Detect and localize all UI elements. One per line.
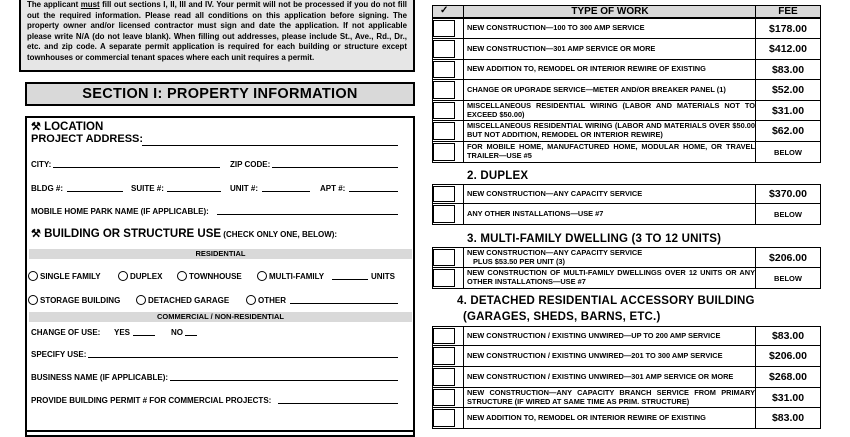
multi-family-checkbox-1[interactable] (433, 249, 455, 266)
single-family-row-5 (432, 101, 821, 121)
row-divider (463, 204, 464, 224)
single-family-description-text-6: MISCELLANEOUS RESIDENTIAL WIRING (LABOR AND MATERIALS OVER $50.00 BUT NOT ADDITION, REMODEL OR INTERIOR REWIRE) (467, 121, 755, 139)
duplex-row-1 (432, 184, 821, 204)
instructions-text-rest: fill out sections I, II, III and IV. Your permit will not be processed if you do not fill out the required information. Please read all conditions on this application before signing. The property owner and/or licensed contractor must sign and date the application. If not applicable please write N/A (do not leave blank). When filling out addresses, please include St., Ave., Rd., Dr., etc. and zip code. A separate permit application is required for each building or structure except townhouses or commercial tenant spaces where each unit requires a permit. (27, 0, 407, 62)
business-name-input[interactable] (170, 380, 398, 381)
zip-input[interactable] (272, 167, 398, 168)
accessory-description-text-5: NEW ADDITION TO, REMODEL OR INTERIOR REWIRE OF EXISTING (467, 412, 706, 422)
single-family-description-7 (467, 142, 755, 162)
single-family-checkbox-6[interactable] (433, 122, 455, 140)
next-section-box (25, 430, 415, 437)
row-divider (463, 388, 464, 407)
multi-family-description-1 (467, 248, 755, 267)
provide-permit-label: PROVIDE BUILDING PERMIT # FOR COMMERCIAL PROJECTS: (31, 396, 272, 405)
duplex-fee-1: $370.00 (755, 185, 820, 203)
suite-label: SUITE #: (131, 184, 164, 193)
multi-family-fee-1: $206.00 (755, 248, 820, 267)
zip-label: ZIP CODE: (230, 160, 271, 169)
accessory-checkbox-5[interactable] (433, 409, 455, 427)
single-family-description-3 (467, 60, 755, 79)
city-label: CITY: (31, 160, 52, 169)
single-family-fee-1: $178.00 (755, 19, 820, 38)
bldg-input[interactable] (67, 191, 123, 192)
units-label: UNITS (371, 272, 395, 281)
duplex-label: DUPLEX (130, 272, 163, 281)
accessory-row-3 (432, 367, 821, 388)
multi-family-title: 3. MULTI-FAMILY DWELLING (3 TO 12 UNITS) (467, 233, 722, 245)
single-family-row-3 (432, 60, 821, 80)
duplex-checkbox-1[interactable] (433, 186, 455, 202)
multi-family-radio[interactable] (257, 271, 267, 281)
building-use-label: BUILDING OR STRUCTURE USE (44, 228, 222, 240)
accessory-checkbox-4[interactable] (433, 389, 455, 406)
specify-use-input[interactable] (88, 357, 398, 358)
single-family-description-text-1: NEW CONSTRUCTION—100 TO 300 AMP SERVICE (467, 23, 645, 33)
single-family-row-2 (432, 39, 821, 60)
multi-family-description-text-2: NEW CONSTRUCTION OF MULTI-FAMILY DWELLINGS OVER 12 UNITS OR ANY OTHER INSTALLATIONS—USE #7 (467, 268, 755, 286)
accessory-description-1 (467, 327, 755, 345)
multi-family-checkbox-2[interactable] (433, 269, 455, 287)
single-family-label: SINGLE FAMILY (40, 272, 101, 281)
single-family-row-7 (432, 142, 821, 163)
row-divider (463, 142, 464, 162)
single-family-checkbox-7[interactable] (433, 143, 455, 161)
accessory-fee-3: $268.00 (755, 367, 820, 387)
single-family-fee-6: $62.00 (755, 121, 820, 141)
single-family-fee-2: $412.00 (755, 39, 820, 59)
instructions-must: must (80, 0, 100, 9)
accessory-fee-5: $83.00 (755, 408, 820, 428)
duplex-description-text-1: NEW CONSTRUCTION—ANY CAPACITY SERVICE (467, 188, 643, 198)
multi-family-row-2 (432, 268, 821, 289)
row-divider (463, 101, 464, 120)
accessory-checkbox-3[interactable] (433, 368, 455, 386)
unit-input[interactable] (262, 191, 310, 192)
single-family-description-text-5: MISCELLANEOUS RESIDENTIAL WIRING (LABOR AND MATERIALS NOT TO EXCEED $50.00) (467, 100, 755, 119)
single-family-description-6 (467, 121, 755, 141)
residential-bar: RESIDENTIAL (29, 249, 412, 259)
accessory-row-1 (432, 326, 821, 346)
detached-garage-radio[interactable] (136, 295, 146, 305)
accessory-row-5 (432, 408, 821, 429)
multi-family-description-extra-1: PLUS $53.50 PER UNIT (3) (473, 256, 566, 266)
single-family-description-1 (467, 19, 755, 38)
townhouse-radio[interactable] (177, 271, 187, 281)
instructions-box (19, 0, 415, 72)
section-1-title: SECTION I: PROPERTY INFORMATION (25, 82, 415, 106)
accessory-description-2 (467, 346, 755, 366)
accessory-row-2 (432, 346, 821, 367)
multi-family-fee-2: BELOW (755, 268, 820, 288)
accessory-fee-2: $206.00 (755, 346, 820, 366)
header-divider (463, 6, 464, 17)
duplex-title: 2. DUPLEX (467, 170, 529, 182)
single-family-description-text-7: FOR MOBILE HOME, MANUFACTURED HOME, MODULAR HOME, OR TRAVEL TRAILER—USE #5 (467, 142, 755, 160)
apt-input[interactable] (349, 191, 398, 192)
accessory-checkbox-1[interactable] (433, 328, 455, 344)
apt-label: APT #: (320, 184, 346, 193)
detached-garage-label: DETACHED GARAGE (148, 296, 230, 305)
other-label: OTHER (258, 296, 286, 305)
accessory-fee-4: $31.00 (755, 388, 820, 407)
storage-building-label: STORAGE BUILDING (40, 296, 121, 305)
bldg-label: BLDG #: (31, 184, 63, 193)
change-of-use-label: CHANGE OF USE: (31, 328, 101, 337)
accessory-description-5 (467, 408, 755, 428)
other-radio[interactable] (246, 295, 256, 305)
accessory-row-4 (432, 388, 821, 408)
accessory-description-4 (467, 388, 755, 407)
business-name-label: BUSINESS NAME (IF APPLICABLE): (31, 373, 169, 382)
row-divider (463, 19, 464, 38)
change-of-use-yes-input[interactable] (133, 335, 155, 336)
city-input[interactable] (53, 167, 220, 168)
row-divider (463, 80, 464, 100)
accessory-checkbox-2[interactable] (433, 347, 455, 365)
change-of-use-no-input[interactable] (185, 335, 197, 336)
row-divider (463, 39, 464, 59)
single-family-fee-5: $31.00 (755, 101, 820, 120)
single-family-description-5 (467, 101, 755, 120)
fee-header: FEE (755, 6, 820, 17)
location-label: LOCATION (44, 121, 104, 133)
type-of-work-header: TYPE OF WORK (571, 6, 649, 17)
row-divider (463, 248, 464, 267)
duplex-fee-2: BELOW (755, 204, 820, 224)
check-header-icon: ✓ (440, 5, 449, 16)
single-family-table-header (432, 5, 821, 18)
single-family-description-text-3: NEW ADDITION TO, REMODEL OR INTERIOR REWIRE OF EXISTING (467, 64, 706, 74)
single-family-description-text-4: CHANGE OR UPGRADE SERVICE—METER AND/OR BREAKER PANEL (1) (467, 84, 726, 94)
row-divider (463, 408, 464, 428)
unit-label: UNIT #: (230, 184, 258, 193)
duplex-row-2 (432, 204, 821, 225)
accessory-description-text-4: NEW CONSTRUCTION—ANY CAPACITY BRANCH SERVICE FROM PRIMARY STRUCTURE (IF WIRED AT SAME TIME AS PRIM. STRUCTURE) (467, 387, 755, 406)
accessory-description-text-3: NEW CONSTRUCTION / EXISTING UNWIRED—301 AMP SERVICE OR MORE (467, 371, 734, 381)
duplex-checkbox-2[interactable] (433, 205, 455, 223)
duplex-description-text-2: ANY OTHER INSTALLATIONS—USE #7 (467, 208, 604, 218)
tools-icon: ⚒ (31, 121, 41, 133)
accessory-title-line2: (GARAGES, SHEDS, BARNS, ETC.) (463, 311, 661, 323)
change-of-use-no-label: NO (171, 328, 183, 337)
single-family-description-2 (467, 39, 755, 59)
row-divider (463, 268, 464, 288)
single-family-fee-7: BELOW (755, 142, 820, 162)
suite-input[interactable] (167, 191, 221, 192)
building-use-note: (CHECK ONLY ONE, BELOW): (221, 230, 338, 239)
instructions-text: The applicant (27, 0, 81, 9)
accessory-description-3 (467, 367, 755, 387)
storage-building-radio[interactable] (28, 295, 38, 305)
row-divider (463, 121, 464, 141)
building-use-heading (31, 227, 337, 240)
location-heading (31, 120, 103, 133)
single-family-fee-3: $83.00 (755, 60, 820, 79)
multi-family-label: MULTI-FAMILY (269, 272, 325, 281)
single-family-checkbox-3[interactable] (433, 61, 455, 78)
single-family-row-4 (432, 80, 821, 101)
row-divider (463, 327, 464, 345)
project-address-label: PROJECT ADDRESS: (31, 133, 144, 145)
mobile-home-park-label: MOBILE HOME PARK NAME (IF APPLICABLE): (31, 207, 209, 216)
multi-family-description-text-1: NEW CONSTRUCTION—ANY CAPACITY SERVICE (467, 247, 643, 257)
multi-family-row-1 (432, 247, 821, 268)
single-family-checkbox-5[interactable] (433, 102, 455, 119)
accessory-fee-1: $83.00 (755, 327, 820, 345)
single-family-description-text-2: NEW CONSTRUCTION—301 AMP SERVICE OR MORE (467, 43, 656, 53)
duplex-description-2 (467, 204, 755, 224)
single-family-row-6 (432, 121, 821, 142)
project-address-input[interactable] (142, 145, 398, 146)
multi-family-description-2 (467, 268, 755, 288)
row-divider (463, 60, 464, 79)
single-family-radio[interactable] (28, 271, 38, 281)
mobile-home-park-input[interactable] (217, 214, 398, 215)
row-divider (463, 185, 464, 203)
single-family-checkbox-1[interactable] (433, 20, 455, 37)
single-family-checkbox-4[interactable] (433, 81, 455, 99)
row-divider (463, 346, 464, 366)
townhouse-label: TOWNHOUSE (189, 272, 242, 281)
single-family-fee-4: $52.00 (755, 80, 820, 100)
duplex-description-1 (467, 185, 755, 203)
row-divider (463, 367, 464, 387)
duplex-radio[interactable] (118, 271, 128, 281)
specify-use-label: SPECIFY USE: (31, 350, 87, 359)
single-family-row-1 (432, 18, 821, 39)
units-input[interactable] (332, 279, 368, 280)
single-family-description-4 (467, 80, 755, 100)
other-input[interactable] (290, 303, 398, 304)
accessory-title-line1: 4. DETACHED RESIDENTIAL ACCESSORY BUILDING (457, 295, 755, 307)
accessory-description-text-2: NEW CONSTRUCTION / EXISTING UNWIRED—201 TO 300 AMP SERVICE (467, 350, 723, 360)
single-family-checkbox-2[interactable] (433, 40, 455, 58)
change-of-use-yes-label: YES (114, 328, 131, 337)
tools-icon-2: ⚒ (31, 228, 41, 240)
commercial-bar: COMMERCIAL / NON-RESIDENTIAL (29, 312, 412, 322)
provide-permit-input[interactable] (278, 403, 398, 404)
accessory-description-text-1: NEW CONSTRUCTION / EXISTING UNWIRED—UP TO 200 AMP SERVICE (467, 330, 721, 340)
